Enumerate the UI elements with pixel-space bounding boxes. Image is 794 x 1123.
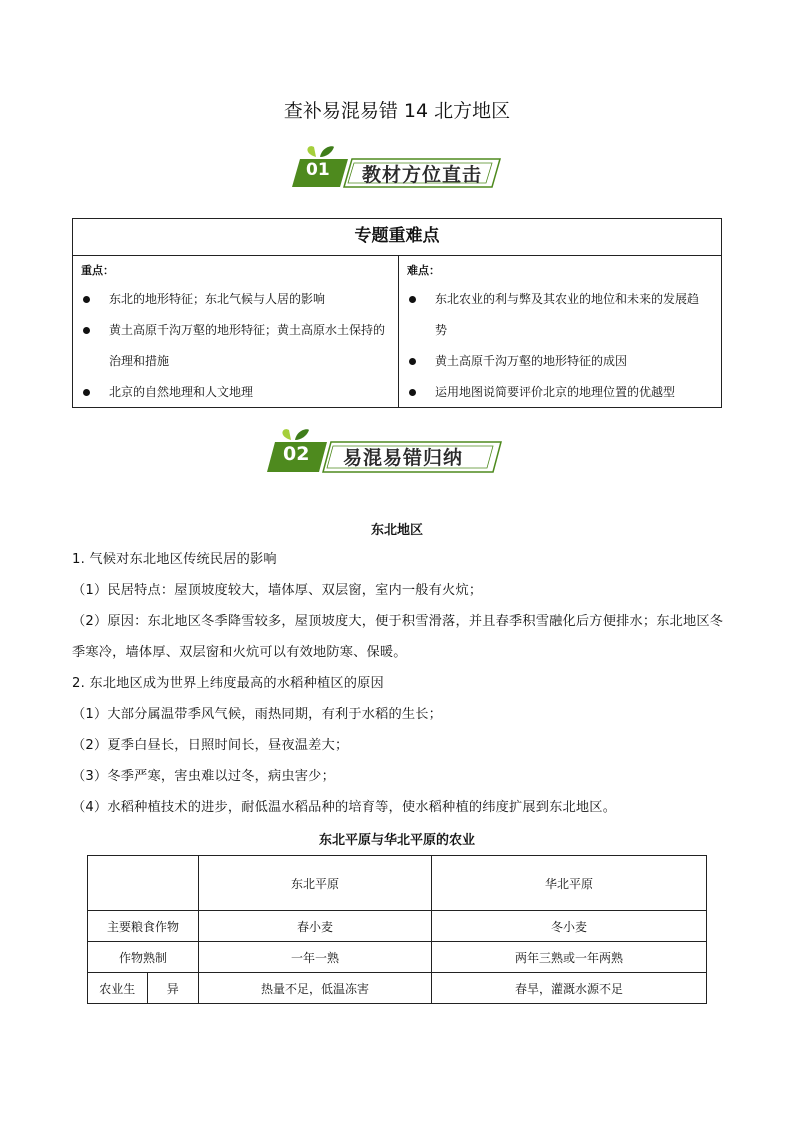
list-item: 东北的地形特征；东北气候与人居的影响 bbox=[73, 284, 398, 315]
table-row bbox=[88, 942, 707, 973]
table-cell: 热量不足，低温冻害 bbox=[199, 973, 432, 1004]
important-label: 重点： bbox=[81, 264, 114, 277]
table-cell bbox=[88, 856, 199, 911]
table-row bbox=[88, 973, 707, 1004]
paragraph: （1）民居特点：屋顶坡度较大，墙体厚、双层窗，室内一般有火炕； bbox=[72, 583, 483, 598]
table-title: 东北平原与华北平原的农业 bbox=[318, 833, 475, 848]
paragraph: 2. 东北地区成为世界上纬度最高的水稻种植区的原因 bbox=[72, 676, 384, 691]
table-cell: 春小麦 bbox=[199, 911, 432, 942]
table-cell: 作物熟制 bbox=[88, 942, 199, 973]
leaf-icon bbox=[307, 146, 316, 157]
section-number: 01 bbox=[306, 160, 330, 180]
table-header-cell: 东北平原 bbox=[199, 856, 432, 911]
important-list bbox=[73, 284, 398, 408]
agriculture-table bbox=[87, 855, 707, 1004]
paragraph: （4）水稻种植技术的进步，耐低温水稻品种的培育等，使水稻种植的纬度扩展到东北地区。 bbox=[72, 800, 617, 815]
difficult-label: 难点： bbox=[407, 264, 440, 277]
section-label: 易混易错归纳 bbox=[343, 447, 464, 469]
table-cell: 农业生 bbox=[88, 973, 148, 1004]
subheading: 东北地区 bbox=[370, 523, 423, 538]
key-points-header: 专题重难点 bbox=[73, 219, 721, 256]
table-cell: 一年一熟 bbox=[199, 942, 432, 973]
table-cell: 两年三熟或一年两熟 bbox=[432, 942, 707, 973]
key-points-table bbox=[72, 218, 722, 408]
page-title: 查补易混易错 14 北方地区 bbox=[283, 100, 511, 122]
section-banner-01 bbox=[292, 145, 502, 191]
list-item: 北京的自然地理和人文地理 bbox=[73, 377, 398, 408]
table-cell: 春旱，灌溉水源不足 bbox=[432, 973, 707, 1004]
list-item: 黄土高原千沟万壑的地形特征的成因 bbox=[399, 346, 721, 377]
table-row bbox=[88, 911, 707, 942]
paragraph: （1）大部分属温带季风气候，雨热同期，有利于水稻的生长； bbox=[72, 707, 443, 722]
difficult-list bbox=[399, 284, 721, 408]
leaf-icon bbox=[282, 429, 291, 440]
paragraph: （2）原因：东北地区冬季降雪较多，屋顶坡度大，便于积雪滑落，并且春季积雪融化后方便排水；东北地区冬季寒冷，墙体厚、双层窗和火炕可以有效地防寒、保暖。 bbox=[72, 614, 724, 660]
section-number: 02 bbox=[283, 443, 310, 465]
paragraph: （3）冬季严寒，害虫难以过冬，病虫害少； bbox=[72, 769, 335, 784]
table-cell: 冬小麦 bbox=[432, 911, 707, 942]
leaf-icon bbox=[295, 429, 309, 440]
table-cell: 主要粮食作物 bbox=[88, 911, 199, 942]
section-banner-02 bbox=[267, 428, 503, 474]
paragraph: 1. 气候对东北地区传统民居的影响 bbox=[72, 552, 277, 567]
section-label: 教材方位直击 bbox=[362, 164, 483, 186]
table-header-cell: 华北平原 bbox=[432, 856, 707, 911]
leaf-icon bbox=[320, 146, 334, 157]
list-item: 东北农业的利与弊及其农业的地位和未来的发展趋势 bbox=[399, 284, 721, 346]
table-row bbox=[88, 856, 707, 911]
table-cell: 异 bbox=[147, 973, 198, 1004]
important-points-column bbox=[73, 256, 399, 407]
paragraph: （2）夏季白昼长，日照时间长，昼夜温差大； bbox=[72, 738, 349, 753]
list-item: 黄土高原千沟万壑的地形特征；黄土高原水土保持的治理和措施 bbox=[73, 315, 398, 377]
difficult-points-column bbox=[399, 256, 721, 407]
list-item: 运用地图说简要评价北京的地理位置的优越型 bbox=[399, 377, 721, 408]
